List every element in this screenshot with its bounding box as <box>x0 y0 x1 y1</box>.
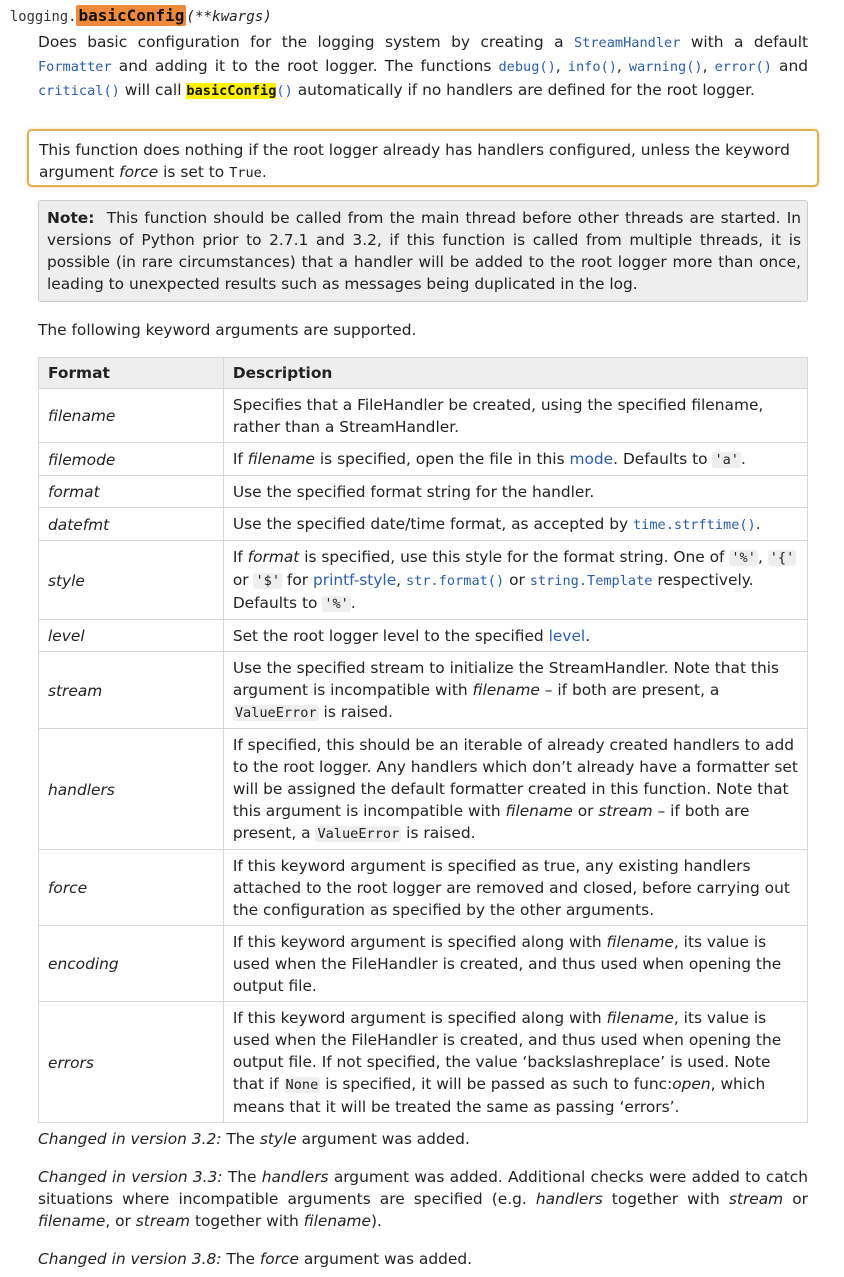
note-label: Note: <box>47 209 95 227</box>
link-time-strftime[interactable]: time.strftime() <box>632 517 756 533</box>
link-mode[interactable]: mode <box>569 450 614 468</box>
table-row: force If this keyword argument is specified as true, any existing handlers attached to the root logger are removed and closed, before carrying out the configuration as specified by the other arguments. <box>39 850 808 926</box>
link-debug[interactable]: debug() <box>498 59 556 75</box>
link-printf-style[interactable]: printf-style <box>312 571 397 589</box>
link-warning[interactable]: warning() <box>628 59 703 75</box>
link-string-template[interactable]: string.Template <box>529 573 653 589</box>
header-format: Format <box>39 358 224 389</box>
supported-args-text: The following keyword arguments are supported. <box>38 321 417 339</box>
note-text: This function should be called from the main thread before other threads are started. In versions of Python prior to 2.7.1 and 3.2, if this function is called from multiple threads, it is possible (in rare circumstances) that a handler will be added to the root logger more than once, leading to unexpected results such as messages being duplicated in the log. <box>47 209 801 293</box>
link-error[interactable]: error() <box>714 59 772 75</box>
table-row: filemode If filename is specified, open the file in this mode. Defaults to 'a' . <box>39 443 808 476</box>
intro-paragraph: Does basic configuration for the logging system by creating a StreamHandler with a default Formatter and adding it to the root logger. The functions debug(), info(), warning(), error() and critical() will call basicConfig() automatically if no handlers are defined for the root logger. <box>38 33 809 99</box>
table-row: style If format is specified, use this style for the format string. One of '%' , '{' or '$' for printf-style, str.format() or string.Template respectively. Defaults to '%' . <box>39 541 808 620</box>
force-callout: This function does nothing if the root logger already has handlers configured, unless the keyword argument force is set to True. <box>27 129 819 187</box>
module-prefix: logging. <box>10 9 77 25</box>
function-name: basicConfig <box>78 6 185 25</box>
link-formatter[interactable]: Formatter <box>38 59 112 75</box>
link-str-format[interactable]: str.format() <box>405 573 505 589</box>
function-args: (**kwargs) <box>186 9 272 25</box>
link-critical[interactable]: critical() <box>38 83 120 99</box>
table-row: handlers If specified, this should be an iterable of already created handlers to add to the root logger. Any handlers which don’t already have a formatter set will be assigned the default formatter created in this function. Note that this argument is incompatible with filename or stream – if both are present, a ValueError is raised. <box>39 729 808 850</box>
basicconfig-highlight: basicConfig <box>186 83 277 99</box>
function-signature <box>10 6 272 25</box>
table-row: encoding If this keyword argument is specified along with filename, its value is used when the FileHandler is created, and thus used when opening the output file. <box>39 926 808 1002</box>
keyword-args-table <box>38 357 808 1123</box>
link-streamhandler[interactable]: StreamHandler <box>573 35 681 51</box>
table-row: filename Specifies that a FileHandler be created, using the specified filename, rather than a StreamHandler. <box>39 389 808 443</box>
link-info[interactable]: info() <box>567 59 617 75</box>
change-note-3-2: Changed in version 3.2: The style argument was added. <box>38 1130 470 1148</box>
table-header-row <box>39 358 808 389</box>
change-note-3-8: Changed in version 3.8: The force argument was added. <box>38 1250 473 1268</box>
table-row: stream Use the specified stream to initialize the StreamHandler. Note that this argument is incompatible with filename – if both are present, a ValueError is raised. <box>39 652 808 729</box>
header-description: Description <box>223 358 807 389</box>
link-level[interactable]: level <box>548 627 586 645</box>
table-row: datefmt Use the specified date/time format, as accepted by time.strftime(). <box>39 508 808 541</box>
change-note-3-3: Changed in version 3.3: The handlers argument was added. Additional checks were added to catch situations where incompatible arguments are specified (e.g. handlers together with stream or filename, or stream together with filename). <box>38 1168 808 1230</box>
table-row: errors If this keyword argument is specified along with filename, its value is used when the FileHandler is created, and thus used when opening the output file. If not specified, the value ‘backslashreplace’ is used. Note that if None is specified, it will be passed as such to func:open, which means that it will be treated the same as passing ‘errors’. <box>39 1002 808 1123</box>
note-box <box>38 200 808 302</box>
table-row: format Use the specified format string for the handler. <box>39 476 808 508</box>
table-row: level Set the root logger level to the specified level. <box>39 620 808 652</box>
